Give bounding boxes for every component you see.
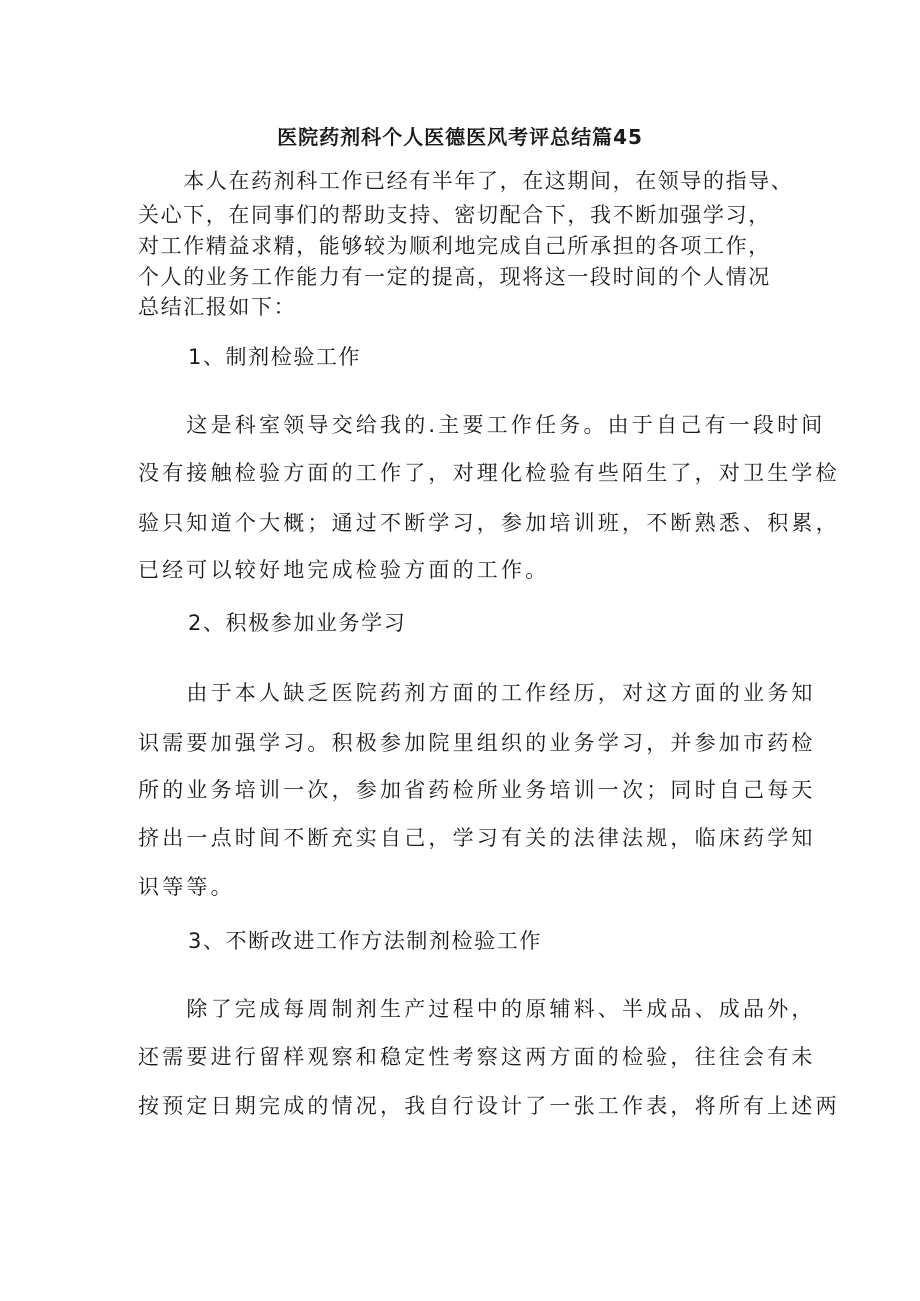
intro-line: 总结汇报如下： (138, 295, 297, 319)
paragraph-line: 除了完成每周制剂生产过程中的原辅料、半成品、成品外， (138, 997, 816, 1021)
paragraph-line: 没有接触检验方面的工作了，对理化检验有些陌生了，对卫生学检 (138, 461, 840, 485)
intro-line: 关心下，在同事们的帮助支持、密切配合下，我不断加强学习， (138, 203, 771, 227)
document-title: 医院药剂科个人医德医风考评总结篇45 (277, 125, 643, 149)
paragraph-line: 识需要加强学习。积极参加院里组织的业务学习，并参加市药检 (138, 731, 816, 755)
paragraph-line: 还需要进行留样观察和稳定性考察这两方面的检验，往往会有未 (138, 1045, 816, 1069)
paragraph-line: 这是科室领导交给我的.主要工作任务。由于自己有一段时间 (138, 413, 826, 437)
paragraph-line: 挤出一点时间不断充实自己，学习有关的法律法规，临床药学知 (138, 826, 816, 850)
intro-line: 对工作精益求精，能够较为顺利地完成自己所承担的各项工作， (138, 234, 771, 258)
paragraph-line: 识等等。 (138, 875, 235, 899)
paragraph-line: 验只知道个大概；通过不断学习，参加培训班，不断熟悉、积累， (138, 511, 840, 535)
paragraph-line: 所的业务培训一次，参加省药检所业务培训一次；同时自己每天 (138, 778, 816, 802)
paragraph-line: 已经可以较好地完成检验方面的工作。 (138, 558, 550, 582)
section-heading: 3、不断改进工作方法制剂检验工作 (188, 929, 542, 953)
intro-line: 个人的业务工作能力有一定的提高，现将这一段时间的个人情况 (138, 265, 771, 289)
paragraph-line: 按预定日期完成的情况，我自行设计了一张工作表，将所有上述两 (138, 1094, 840, 1118)
intro-line: 本人在药剂科工作已经有半年了，在这期间，在领导的指导、 (138, 169, 794, 193)
paragraph-line: 由于本人缺乏医院药剂方面的工作经历，对这方面的业务知 (138, 681, 816, 705)
section-heading: 1、制剂检验工作 (188, 345, 362, 369)
section-heading: 2、积极参加业务学习 (188, 611, 407, 635)
